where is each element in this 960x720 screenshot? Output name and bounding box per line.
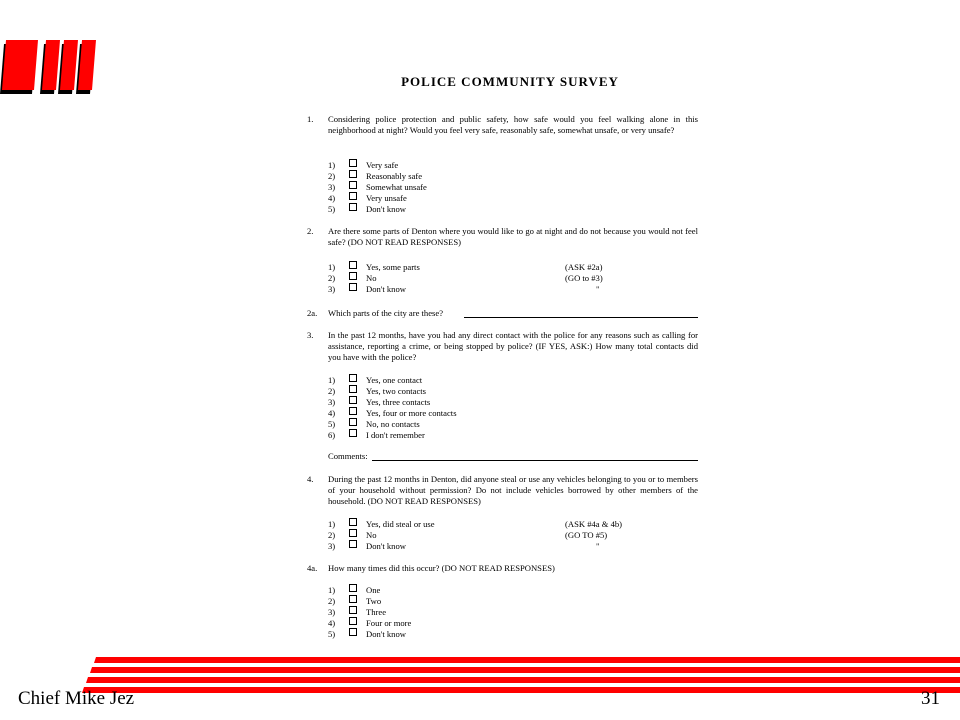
option-label: No bbox=[366, 273, 377, 283]
option-row bbox=[328, 596, 698, 607]
option-label: Very safe bbox=[366, 160, 399, 170]
ditto-mark: " bbox=[596, 541, 600, 551]
option-row bbox=[328, 607, 698, 618]
question-number: 2. bbox=[307, 226, 314, 236]
option-number: 2) bbox=[328, 171, 336, 181]
checkbox bbox=[349, 170, 357, 178]
option-label: Very unsafe bbox=[366, 193, 407, 203]
option-number: 3) bbox=[328, 607, 336, 617]
option-row bbox=[328, 397, 698, 408]
option-label: One bbox=[366, 585, 381, 595]
option-row bbox=[328, 386, 698, 397]
option-row bbox=[328, 430, 698, 441]
survey-document bbox=[300, 66, 700, 640]
checkbox bbox=[349, 396, 357, 404]
option-row bbox=[328, 284, 698, 295]
checkbox bbox=[349, 261, 357, 269]
question-number: 2a. bbox=[307, 308, 318, 318]
checkbox bbox=[349, 272, 357, 280]
checkbox bbox=[349, 584, 357, 592]
option-number: 3) bbox=[328, 541, 336, 551]
option-row bbox=[328, 171, 698, 182]
option-row bbox=[328, 408, 698, 419]
checkbox bbox=[349, 192, 357, 200]
option-number: 2) bbox=[328, 386, 336, 396]
option-label: Yes, four or more contacts bbox=[366, 408, 457, 418]
option-row bbox=[328, 530, 698, 541]
option-row bbox=[328, 519, 698, 530]
question-2a bbox=[300, 308, 700, 319]
question-text: Considering police protection and public safety, how safe would you feel walking alone in this neighborhood at night? Would you feel very safe, reasonably safe, somewhat unsafe, or very unsafe? bbox=[328, 114, 698, 135]
option-number: 2) bbox=[328, 596, 336, 606]
option-label: Yes, some parts bbox=[366, 262, 420, 272]
checkbox bbox=[349, 429, 357, 437]
checkbox bbox=[349, 181, 357, 189]
option-label: Yes, two contacts bbox=[366, 386, 426, 396]
option-number: 5) bbox=[328, 419, 336, 429]
checkbox bbox=[349, 159, 357, 167]
red-stripes-decoration bbox=[80, 655, 960, 695]
page-number: 31 bbox=[921, 688, 940, 709]
question-text: Which parts of the city are these? bbox=[328, 308, 444, 318]
option-row bbox=[328, 585, 698, 596]
checkbox bbox=[349, 540, 357, 548]
checkbox bbox=[349, 385, 357, 393]
option-label: Yes, one contact bbox=[366, 375, 423, 385]
option-number: 1) bbox=[328, 262, 336, 272]
option-row bbox=[328, 193, 698, 204]
option-label: Four or more bbox=[366, 618, 412, 628]
option-row bbox=[328, 273, 698, 284]
option-row bbox=[328, 629, 698, 640]
option-number: 4) bbox=[328, 193, 336, 203]
option-label: Reasonably safe bbox=[366, 171, 423, 181]
checkbox bbox=[349, 529, 357, 537]
skip-instruction: (ASK #4a & 4b) bbox=[565, 519, 623, 529]
comments-line bbox=[300, 451, 700, 462]
option-number: 3) bbox=[328, 182, 336, 192]
option-number: 5) bbox=[328, 629, 336, 639]
red-bars-logo bbox=[0, 40, 106, 94]
option-label: Two bbox=[366, 596, 382, 606]
option-label: No bbox=[366, 530, 377, 540]
option-number: 3) bbox=[328, 284, 336, 294]
question-number: 1. bbox=[307, 114, 314, 124]
question-number: 4a. bbox=[307, 563, 318, 573]
question-text: Are there some parts of Denton where you would like to go at night and do not because you would not feel safe? (DO NOT READ RESPONSES) bbox=[328, 226, 698, 247]
option-label: Three bbox=[366, 607, 387, 617]
checkbox bbox=[349, 418, 357, 426]
option-label: Don't know bbox=[366, 629, 406, 639]
option-label: Somewhat unsafe bbox=[366, 182, 427, 192]
checkbox bbox=[349, 374, 357, 382]
skip-instruction: (ASK #2a) bbox=[565, 262, 603, 272]
ditto-mark: " bbox=[596, 284, 600, 294]
question-4a bbox=[300, 563, 700, 574]
option-label: I don't remember bbox=[366, 430, 425, 440]
checkbox bbox=[349, 617, 357, 625]
option-number: 1) bbox=[328, 160, 336, 170]
comments-label: Comments: bbox=[328, 451, 368, 461]
checkbox bbox=[349, 628, 357, 636]
option-label: Yes, did steal or use bbox=[366, 519, 435, 529]
option-number: 6) bbox=[328, 430, 336, 440]
option-number: 5) bbox=[328, 204, 336, 214]
option-number: 1) bbox=[328, 519, 336, 529]
question-text: In the past 12 months, have you had any direct contact with the police for any reasons such as calling for assistance, reporting a crime, or being stopped by police? (IF YES, ASK:) How many total contacts did you have with the police? bbox=[328, 330, 698, 362]
option-row bbox=[328, 160, 698, 171]
option-row bbox=[328, 182, 698, 193]
checkbox bbox=[349, 518, 357, 526]
checkbox bbox=[349, 606, 357, 614]
checkbox bbox=[349, 595, 357, 603]
question-text: How many times did this occur? (DO NOT READ RESPONSES) bbox=[328, 563, 555, 573]
survey-title: POLICE COMMUNITY SURVEY bbox=[401, 74, 619, 89]
option-number: 2) bbox=[328, 273, 336, 283]
option-number: 4) bbox=[328, 408, 336, 418]
option-number: 1) bbox=[328, 375, 336, 385]
option-label: Don't know bbox=[366, 284, 406, 294]
checkbox bbox=[349, 407, 357, 415]
skip-instruction: (GO TO #5) bbox=[565, 530, 608, 540]
option-label: Don't know bbox=[366, 204, 406, 214]
question-number: 4. bbox=[307, 474, 314, 484]
option-row bbox=[328, 618, 698, 629]
question-number: 3. bbox=[307, 330, 314, 340]
option-row bbox=[328, 375, 698, 386]
option-row bbox=[328, 204, 698, 215]
skip-instruction: (GO to #3) bbox=[565, 273, 603, 283]
option-number: 2) bbox=[328, 530, 336, 540]
question-text: During the past 12 months in Denton, did anyone steal or use any vehicles belonging to you or to members of your household without permission? Do not include vehicles borrowed by other members of the household. (DO NOT READ RESPONSES) bbox=[328, 474, 698, 506]
option-row bbox=[328, 419, 698, 430]
checkbox bbox=[349, 283, 357, 291]
option-label: Yes, three contacts bbox=[366, 397, 431, 407]
option-number: 4) bbox=[328, 618, 336, 628]
option-label: No, no contacts bbox=[366, 419, 420, 429]
answer-line bbox=[464, 308, 698, 318]
answer-line bbox=[372, 451, 698, 461]
checkbox bbox=[349, 203, 357, 211]
option-number: 1) bbox=[328, 585, 336, 595]
option-row bbox=[328, 541, 698, 552]
option-label: Don't know bbox=[366, 541, 406, 551]
presenter-name: Chief Mike Jez bbox=[18, 688, 135, 709]
option-number: 3) bbox=[328, 397, 336, 407]
option-row bbox=[328, 262, 698, 273]
